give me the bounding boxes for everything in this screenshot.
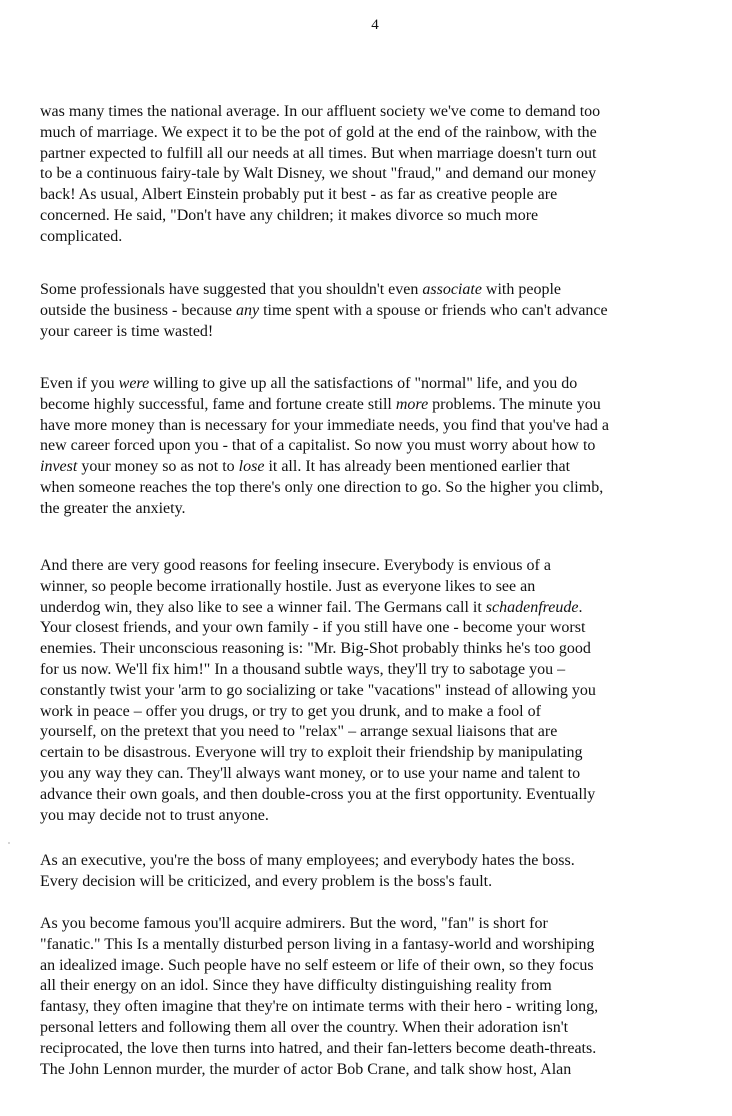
text-line xyxy=(40,872,730,893)
line-text: to be a continuous fairy-tale by Walt Disney, we shout "fraud," and demand our money xyxy=(40,165,597,183)
line-text: personal letters and following them all over the country. When their adoration isn't xyxy=(40,1018,569,1036)
line-text: you any way they can. They'll always want money, or to use your name and talent to xyxy=(40,764,581,782)
paragraph-4 xyxy=(40,556,730,826)
scan-speck xyxy=(8,842,10,844)
text-line xyxy=(40,806,730,827)
text-line xyxy=(40,577,730,598)
paragraph-6 xyxy=(40,914,730,1080)
text-line xyxy=(40,660,730,681)
text-line xyxy=(40,457,730,478)
text-line xyxy=(40,556,730,577)
line-text: Some professionals have suggested that you shouldn't even xyxy=(40,281,423,298)
line-text: willing to give up all the satisfactions of "normal" life, and you do xyxy=(149,375,578,392)
line-text: work in peace – offer you drugs, or try to get you drunk, and to make a fool of xyxy=(40,702,541,720)
line-text: reciprocated, the love then turns into hatred, and their fan-letters become death-threats. xyxy=(40,1039,597,1057)
line-text: constantly twist your 'arm to go socializing or take "vacations" instead of allowing you xyxy=(40,681,596,699)
line-text: an idealized image. Such people have no self esteem or life of their own, so they focus xyxy=(40,956,594,974)
text-line xyxy=(40,1039,730,1060)
line-text: have more money than is necessary for your immediate needs, you find that you've had a xyxy=(40,416,609,434)
line-text: enemies. Their unconscious reasoning is: "Mr. Big-Shot probably thinks he's too good xyxy=(40,640,591,658)
emphasis-text: schadenfreude xyxy=(485,598,579,616)
text-line xyxy=(40,185,730,206)
text-line xyxy=(40,227,730,248)
text-line xyxy=(40,976,730,997)
emphasis-text: invest xyxy=(40,458,78,476)
emphasis-text: were xyxy=(118,375,150,392)
text-line xyxy=(40,206,730,227)
text-line xyxy=(40,618,730,639)
text-line xyxy=(40,123,730,144)
line-text: The John Lennon murder, the murder of actor Bob Crane, and talk show host, Alan xyxy=(40,1060,572,1078)
paragraph-5 xyxy=(40,851,730,893)
line-text: "fanatic." This Is a mentally disturbed person living in a fantasy-world and worshiping xyxy=(40,935,595,953)
line-text: your money so as not to xyxy=(77,458,239,476)
line-text: yourself, on the pretext that you need to "relax" – arrange sexual liaisons that are xyxy=(40,723,558,741)
text-line xyxy=(40,1018,730,1039)
line-text: complicated. xyxy=(40,227,123,245)
line-text: As you become famous you'll acquire admirers. But the word, "fan" is short for xyxy=(40,915,548,932)
text-line xyxy=(40,1060,730,1081)
line-text: winner, so people become irrationally hostile. Just as everyone likes to see an xyxy=(40,577,536,595)
line-text: it all. It has already been mentioned earlier that xyxy=(264,458,571,476)
emphasis-text: any xyxy=(235,301,260,319)
line-text: certain to be disastrous. Everyone will try to exploit their friendship by manipulating xyxy=(40,744,583,762)
line-text: with people xyxy=(481,281,562,298)
text-line xyxy=(40,722,730,743)
text-line xyxy=(40,851,730,872)
text-line xyxy=(40,499,730,520)
line-text: advance their own goals, and then double-cross you at the first opportunity. Eventually xyxy=(40,785,596,803)
text-line xyxy=(40,785,730,806)
line-text: much of marriage. We expect it to be the pot of gold at the end of the rainbow, with the xyxy=(40,123,597,141)
text-line xyxy=(40,416,730,437)
text-line xyxy=(40,681,730,702)
line-text: underdog win, they also like to see a winner fail. The Germans call it xyxy=(40,598,486,616)
line-text: back! As usual, Albert Einstein probably put it best - as far as creative people are xyxy=(40,186,558,204)
text-line xyxy=(40,478,730,499)
emphasis-text: lose xyxy=(238,458,265,476)
line-text: concerned. He said, "Don't have any children; it makes divorce so much more xyxy=(40,206,539,224)
paragraph-2 xyxy=(40,280,730,342)
line-text: As an executive, you're the boss of many employees; and everybody hates the boss. xyxy=(40,852,575,869)
text-line xyxy=(40,144,730,165)
line-text: fantasy, they often imagine that they're on intimate terms with their hero - writing long, xyxy=(40,998,599,1016)
text-line xyxy=(40,702,730,723)
line-text: new career forced upon you - that of a capitalist. So now you must worry about how to xyxy=(40,437,596,455)
line-text: And there are very good reasons for feeling insecure. Everybody is envious of a xyxy=(40,557,551,574)
text-line xyxy=(40,102,730,123)
text-line xyxy=(40,598,730,619)
text-line xyxy=(40,914,730,935)
text-line xyxy=(40,280,730,301)
line-text: you may decide not to trust anyone. xyxy=(40,806,269,824)
line-text: Even if you xyxy=(40,375,119,392)
paragraph-3 xyxy=(40,374,730,520)
text-line xyxy=(40,374,730,395)
text-line xyxy=(40,301,730,322)
text-line xyxy=(40,639,730,660)
line-text: problems. The minute you xyxy=(428,395,601,413)
line-text: outside the business - because xyxy=(40,301,236,319)
line-text: was many times the national average. In our affluent society we've come to demand too xyxy=(40,103,601,120)
paragraph-1 xyxy=(40,102,730,248)
line-text: Your closest friends, and your own family - if you still have one - become your worst xyxy=(40,619,586,637)
text-line xyxy=(40,935,730,956)
text-line xyxy=(40,997,730,1018)
line-text: when someone reaches the top there's only one direction to go. So the higher you climb, xyxy=(40,478,604,496)
text-line xyxy=(40,764,730,785)
text-line xyxy=(40,956,730,977)
line-text: for us now. We'll fix him!" In a thousand subtle ways, they'll try to sabotage you – xyxy=(40,660,566,678)
text-line xyxy=(40,164,730,185)
line-text: time spent with a spouse or friends who can't advance xyxy=(259,301,608,319)
page-number: 4 xyxy=(371,17,379,33)
line-text: become highly successful, fame and fortune create still xyxy=(40,395,396,413)
emphasis-text: more xyxy=(395,395,429,413)
text-line xyxy=(40,436,730,457)
line-text: Every decision will be criticized, and every problem is the boss's fault. xyxy=(40,872,493,890)
line-text: your career is time wasted! xyxy=(40,322,214,340)
line-text: the greater the anxiety. xyxy=(40,499,186,517)
emphasis-text: associate xyxy=(422,281,482,298)
text-line xyxy=(40,743,730,764)
text-line xyxy=(40,322,730,343)
line-text: partner expected to fulfill all our needs at all times. But when marriage doesn't turn out xyxy=(40,144,597,162)
text-line xyxy=(40,395,730,416)
line-text: all their energy on an idol. Since they have difficulty distinguishing reality from xyxy=(40,977,552,995)
line-text: . xyxy=(578,598,583,616)
